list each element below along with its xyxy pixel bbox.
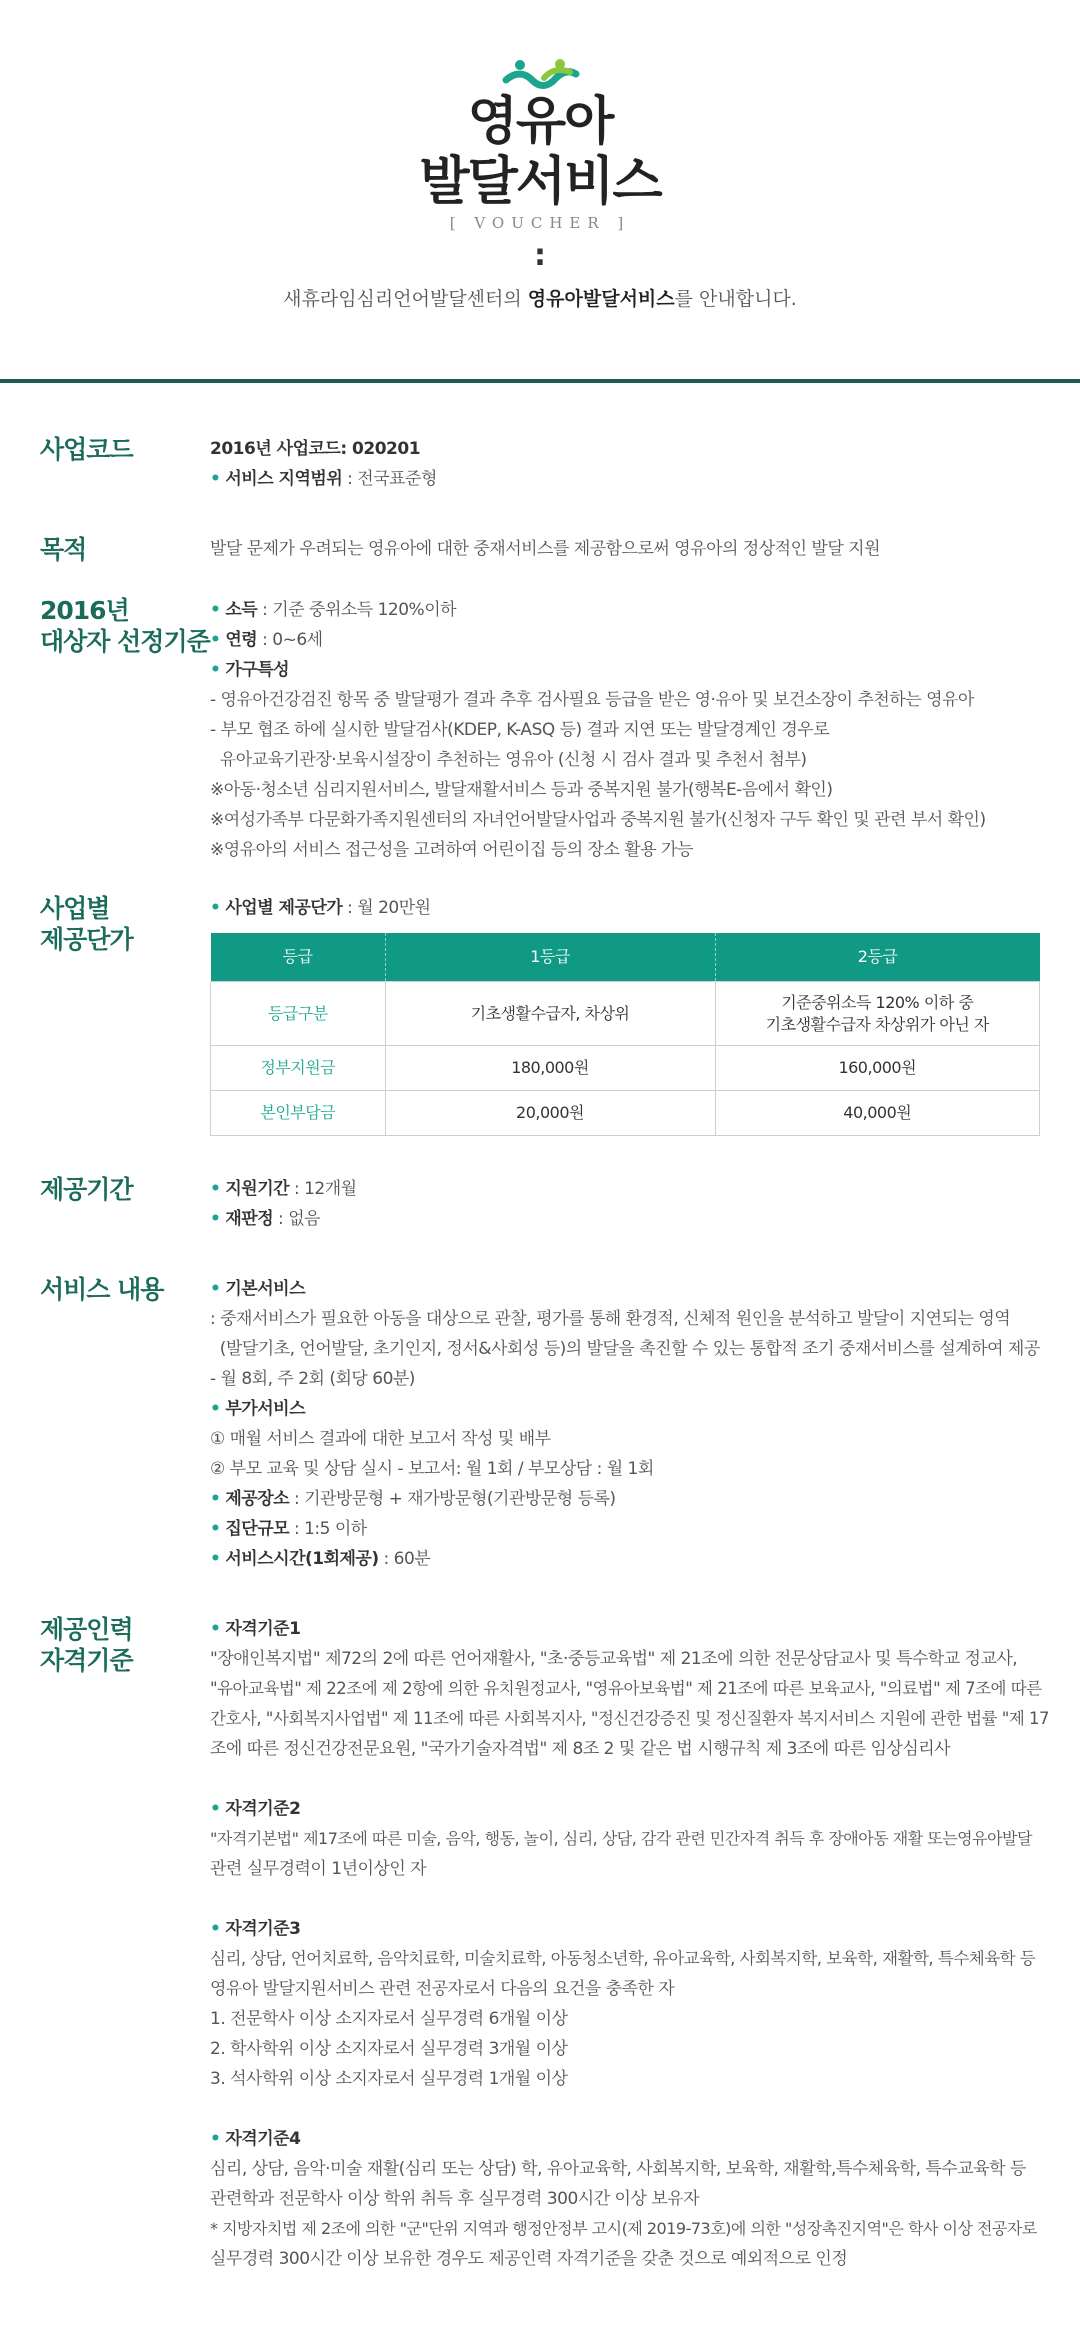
qualification-detail: 2. 학사학위 이상 소지자로서 실무경력 3개월 이상 [210, 2039, 568, 2059]
qualification-detail: 3. 석사학위 이상 소지자로서 실무경력 1개월 이상 [210, 2069, 568, 2089]
income-line: • 소득 : 기준 중위소득 120%이하 [210, 600, 457, 620]
page-title: 영유아 발달서비스 [419, 92, 661, 212]
age-line: • 연령 : 0~6세 [210, 630, 323, 650]
cell-grade1: 180,000원 [385, 1046, 715, 1091]
intro-text: 새휴라임심리언어발달센터의 영유아발달서비스를 안내합니다. [283, 288, 797, 310]
cell-grade2: 40,000원 [715, 1091, 1040, 1136]
header-divider [0, 379, 1080, 383]
basic-service-line: • 기본서비스 [210, 1279, 305, 1299]
service-detail: ② 부모 교육 및 상담 실시 - 보고서: 월 1회 / 부모상담 : 월 1회 [210, 1459, 654, 1479]
criteria-detail: - 영유아건강검진 항목 중 발달평가 결과 추후 검사필요 등급을 받은 영·유아 및 보건소장이 추천하는 영유아 [210, 690, 974, 710]
voucher-label: [ VOUCHER ] [449, 214, 631, 232]
cell-grade2: 160,000원 [715, 1046, 1040, 1091]
qualification-detail: 심리, 상담, 음악·미술 재활(심리 또는 상담) 학, 유아교육학, 사회복지학, 보육학, 재활학,특수체육학, 특수교육학 등 [210, 2159, 1026, 2179]
service-detail: ① 매월 서비스 결과에 대한 보고서 작성 및 배부 [210, 1429, 551, 1449]
qualification-detail: 실무경력 300시간 이상 보유한 경우도 제공인력 자격기준을 갖춘 것으로 예외적으로 인정 [210, 2249, 848, 2269]
qualification-detail: 영유아 발달지원서비스 관련 전공자로서 다음의 요건을 충족한 자 [210, 1979, 675, 1999]
support-period-line: • 지원기간 : 12개월 [210, 1179, 357, 1199]
service-detail: : 중재서비스가 필요한 아동을 대상으로 관찰, 평가를 통해 환경적, 신체적 원인을 분석하고 발달이 지연되는 영역 [210, 1309, 1011, 1329]
header-grade: 등급 [211, 933, 386, 982]
table-row [211, 1046, 1040, 1091]
extra-service-line: • 부가서비스 [210, 1399, 305, 1419]
qualification-detail: 1. 전문학사 이상 소지자로서 실무경력 6개월 이상 [210, 2009, 568, 2029]
criteria-detail: ※여성가족부 다문화가족지원센터의 자녀언어발달사업과 중복지원 불가(신청자 구두 확인 및 관련 부서 확인) [210, 810, 986, 830]
section-title: 서비스 내용 [40, 1275, 164, 1304]
qualification-detail: "자격기본법" 제17조에 따른 미술, 음악, 행동, 놀이, 심리, 상담, 감각 관련 민간자격 취득 후 장애아동 재활 또는영유아발달 [210, 1829, 1032, 1848]
cell-grade1: 기초생활수급자, 차상위 [385, 982, 715, 1046]
section-title: 목적 [40, 535, 87, 564]
criteria-detail: - 부모 협조 하에 실시한 발달검사(KDEP, K-ASQ 등) 결과 지연 또는 발달경계인 경우로 [210, 720, 830, 740]
qualification-detail: 조에 따른 정신건강전문요원, "국가기술자격법" 제 8조 2 및 같은 법 시행규칙 제 3조에 따른 임상심리사 [210, 1739, 951, 1759]
criteria-detail: ※아동·청소년 심리지원서비스, 발달재활서비스 등과 중복지원 불가(행복E-음에서 확인) [210, 780, 833, 800]
section-title: 2016년 대상자 선정기준 [40, 596, 210, 656]
rejudge-line: • 재판정 : 없음 [210, 1209, 321, 1229]
criteria-detail: ※영유아의 서비스 접근성을 고려하여 어린이집 등의 장소 활용 가능 [210, 840, 693, 860]
table-header-row [211, 933, 1040, 982]
qualification-4-label: • 자격기준4 [210, 2129, 301, 2149]
section-title: 사업코드 [40, 435, 133, 464]
table-row [211, 1091, 1040, 1136]
business-code-line: 2016년 사업코드: 020201 [210, 439, 421, 459]
service-detail: - 월 8회, 주 2회 (회당 60분) [210, 1369, 415, 1389]
header-grade2: 2등급 [715, 933, 1040, 982]
colon-divider: : [534, 238, 546, 273]
criteria-detail: 유아교육기관장·보육시설장이 추천하는 영유아 (신청 시 검사 결과 및 추천서 첨부) [210, 750, 807, 770]
qualification-1-label: • 자격기준1 [210, 1619, 301, 1639]
children-logo-icon [500, 56, 580, 96]
header-grade1: 1등급 [385, 933, 715, 982]
qualification-detail: 관련 실무경력이 1년이상인 자 [210, 1859, 427, 1879]
group-line: • 집단규모 : 1:5 이하 [210, 1519, 367, 1539]
qualification-detail: 간호사, "사회복지사업법" 제 11조에 따른 사회복지사, "정신건강증진 및 정신질환자 복지서비스 지원에 관한 법률 "제 17 [210, 1709, 1050, 1728]
row-label: 등급구분 [211, 982, 386, 1046]
row-label: 정부지원금 [211, 1046, 386, 1091]
qualification-detail: "유아교육법" 제 22조에 제 2항에 의한 유치원정교사, "영유아보육법" 제 21조에 따른 보육교사, "의료법" 제 7조에 따른 [210, 1679, 1042, 1698]
qualification-detail: 심리, 상담, 언어치료학, 음악치료학, 미술치료학, 아동청소년학, 유아교육학, 사회복지학, 보육학, 재활학, 특수체육학 등 [210, 1949, 1036, 1968]
place-line: • 제공장소 : 기관방문형 + 재가방문형(기관방문형 등록) [210, 1489, 616, 1509]
qualification-detail: "장애인복지법" 제72의 2에 따른 언어재활사, "초·중등교육법" 제 21조에 의한 전문상담교사 및 특수학교 정교사, [210, 1649, 1018, 1669]
unit-price-line: • 사업별 제공단가 : 월 20만원 [210, 898, 431, 918]
price-table [210, 933, 1040, 1136]
purpose-text: 발달 문제가 우려되는 영유아에 대한 중재서비스를 제공함으로써 영유아의 정상적인 발달 지원 [210, 539, 880, 559]
table-row [211, 982, 1040, 1046]
qualification-3-label: • 자격기준3 [210, 1919, 301, 1939]
header [0, 0, 1080, 380]
time-line: • 서비스시간(1회제공) : 60분 [210, 1549, 431, 1569]
household-line: • 가구특성 [210, 660, 290, 680]
qualification-detail: 관련학과 전문학사 이상 학위 취득 후 실무경력 300시간 이상 보유자 [210, 2189, 700, 2209]
section-title: 제공인력 자격기준 [40, 1615, 133, 1675]
service-detail: (발달기초, 언어발달, 초기인지, 정서&사회성 등)의 발달을 촉진할 수 있는 통합적 조기 중재서비스를 설계하여 제공 [210, 1339, 1040, 1359]
cell-grade1: 20,000원 [385, 1091, 715, 1136]
region-line: • 서비스 지역범위 : 전국표준형 [210, 469, 437, 489]
section-title: 사업별 제공단가 [40, 894, 133, 954]
row-label: 본인부담금 [211, 1091, 386, 1136]
qualification-2-label: • 자격기준2 [210, 1799, 301, 1819]
cell-grade2: 기준중위소득 120% 이하 중 기초생활수급자 차상위가 아닌 자 [715, 982, 1040, 1046]
qualification-detail: * 지방자치법 제 2조에 의한 "군"단위 지역과 행정안정부 고시(제 2019-73호)에 의한 "성장촉진지역"은 학사 이상 전공자로 [210, 2219, 1037, 2238]
section-title: 제공기간 [40, 1175, 133, 1204]
